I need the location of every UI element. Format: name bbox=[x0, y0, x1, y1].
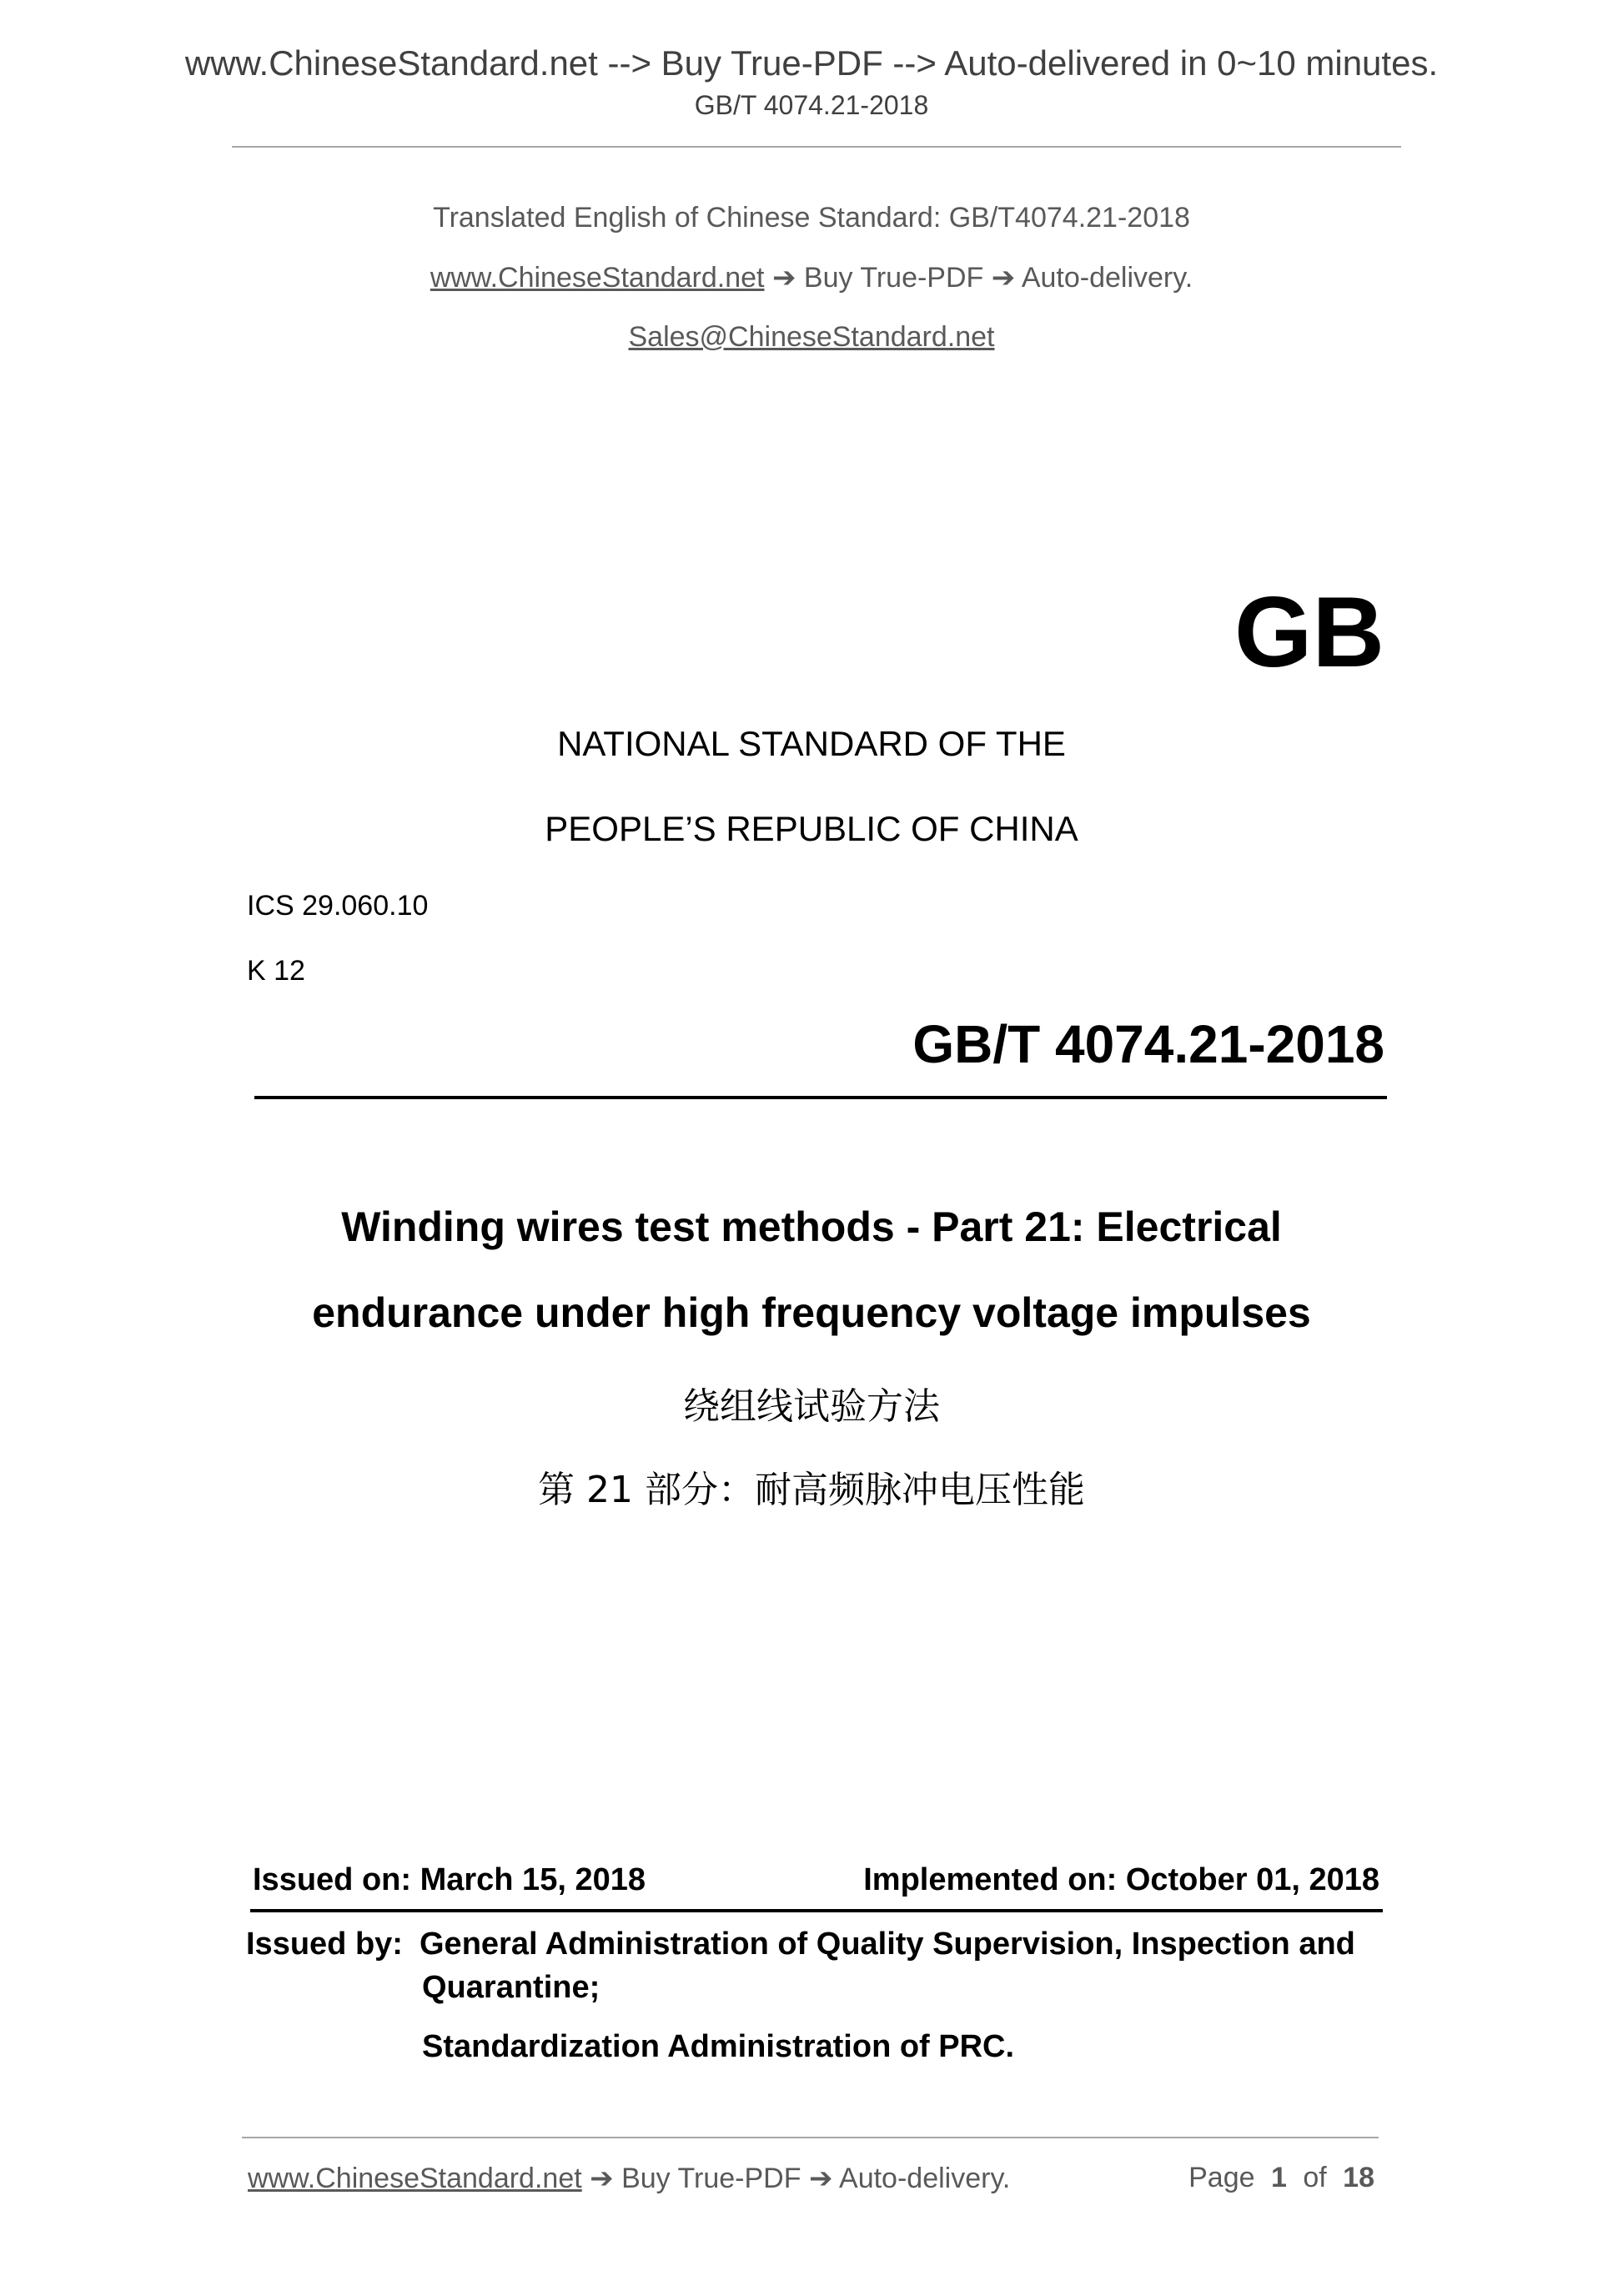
implemented-on: Implemented on: October 01, 2018 bbox=[863, 1862, 1379, 1897]
page-current: 1 bbox=[1270, 2162, 1287, 2193]
header-code: GB/T 4074.21-2018 bbox=[694, 90, 929, 120]
issued-by-label: Issued by: bbox=[246, 1927, 403, 1962]
ics-code: ICS 29.060.10 bbox=[247, 890, 429, 922]
gb-logo: GB bbox=[1234, 576, 1384, 688]
header-divider bbox=[232, 146, 1401, 148]
footer-divider bbox=[242, 2137, 1379, 2138]
right-arrow-icon: ➔ bbox=[771, 262, 796, 294]
page-label: Page bbox=[1188, 2162, 1255, 2193]
right-arrow-icon: ➔ bbox=[808, 2163, 833, 2194]
title-cn-line2: 第 21 部分：耐高频脉冲电压性能 bbox=[538, 1469, 1085, 1511]
footer-auto-text: Auto-delivery. bbox=[839, 2163, 1011, 2194]
standard-number-rule bbox=[254, 1096, 1387, 1099]
issued-by-line1: General Administration of Quality Supervision, Inspection and bbox=[420, 1927, 1355, 1962]
intro-buy-text: Buy True-PDF bbox=[803, 262, 984, 294]
translated-line: Translated English of Chinese Standard: GB/T4074.21-2018 bbox=[433, 202, 1190, 234]
issued-by-line2: Quarantine; bbox=[422, 1970, 600, 2005]
national-standard-line2: PEOPLE’S REPUBLIC OF CHINA bbox=[545, 809, 1078, 848]
issued-on: Issued on: March 15, 2018 bbox=[253, 1862, 646, 1897]
issued-rule bbox=[250, 1909, 1383, 1912]
top-banner-line: www.ChineseStandard.net --> Buy True-PDF --> Auto-delivered in 0~10 minutes. bbox=[184, 43, 1439, 83]
footer-buy-text: Buy True-PDF bbox=[621, 2163, 801, 2194]
page-indicator bbox=[1188, 2162, 1374, 2194]
intro-site-link[interactable]: www.ChineseStandard.net bbox=[430, 262, 765, 294]
issued-by-line3: Standardization Administration of PRC. bbox=[422, 2029, 1015, 2064]
title-en-line2: endurance under high frequency voltage impulses bbox=[312, 1289, 1311, 1336]
footer-buy-line bbox=[248, 2162, 1010, 2195]
title-cn-line1: 绕组线试验方法 bbox=[683, 1385, 940, 1428]
right-arrow-icon: ➔ bbox=[590, 2163, 614, 2194]
page-of: of bbox=[1303, 2162, 1327, 2193]
right-arrow-icon: ➔ bbox=[991, 262, 1016, 294]
standard-number: GB/T 4074.21-2018 bbox=[912, 1014, 1384, 1074]
title-en-line1: Winding wires test methods - Part 21: Electrical bbox=[341, 1203, 1282, 1250]
intro-auto-text: Auto-delivery. bbox=[1021, 262, 1193, 294]
page-total: 18 bbox=[1343, 2162, 1374, 2193]
national-standard-line1: NATIONAL STANDARD OF THE bbox=[557, 724, 1066, 763]
footer-site-link[interactable]: www.ChineseStandard.net bbox=[248, 2163, 582, 2194]
intro-buy-line bbox=[0, 261, 1623, 294]
k-code: K 12 bbox=[247, 955, 305, 987]
intro-email-line bbox=[0, 321, 1623, 354]
sales-email-link[interactable]: Sales@ChineseStandard.net bbox=[628, 321, 995, 353]
